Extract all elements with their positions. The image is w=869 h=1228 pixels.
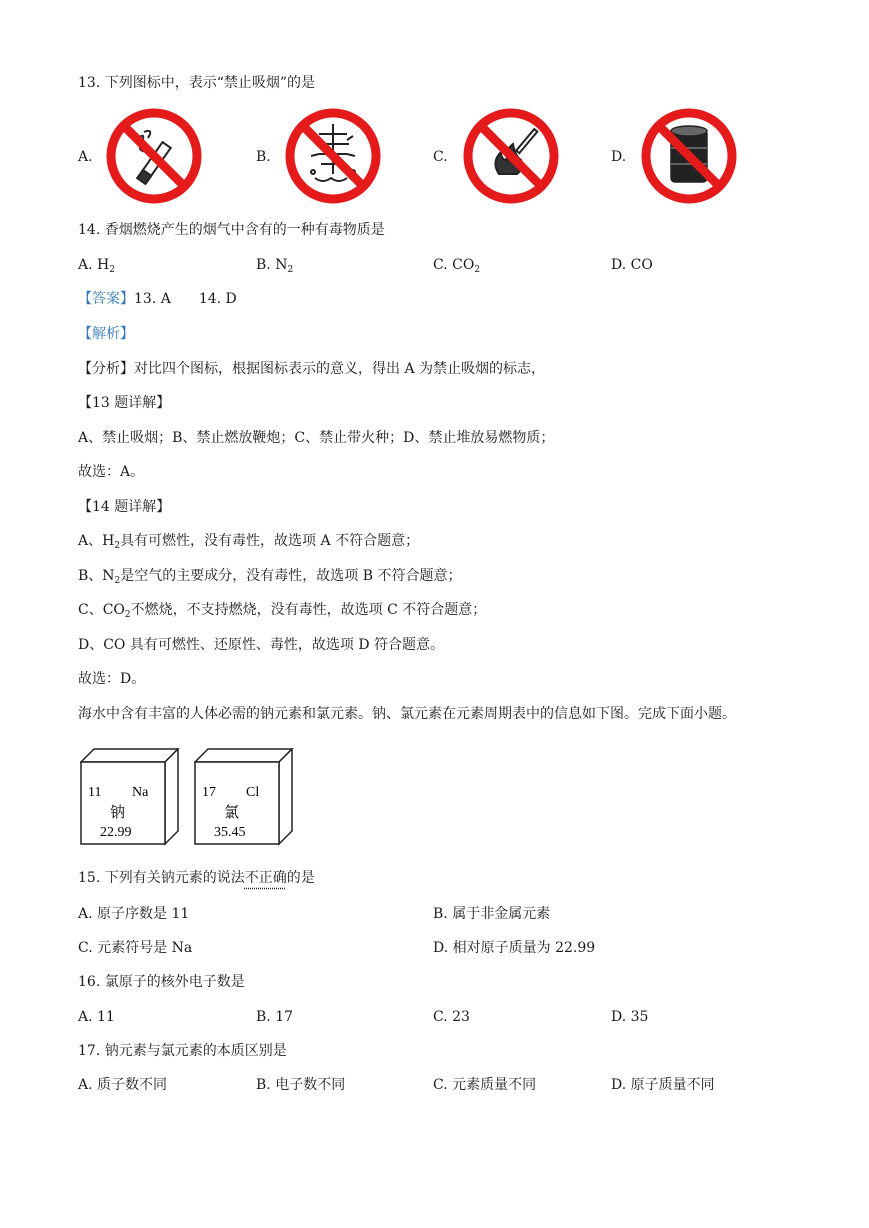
chlorine-mass: 35.45: [214, 825, 246, 840]
q13-stem: 13. 下列图标中，表示“禁止吸烟”的是: [78, 75, 316, 91]
q14-detail-d: D、CO 具有可燃性、还原性、毒性，故选项 D 符合题意。: [78, 637, 444, 653]
q15-stem: 15. 下列有关钠元素的说法不正确的是: [78, 870, 315, 886]
q14-detail-heading: 【14 题详解】: [78, 499, 171, 515]
answer-label: 【答案】: [78, 291, 134, 307]
sodium-number: 11: [88, 785, 102, 800]
q15-option-a: A. 原子序数是 11: [78, 906, 190, 922]
q14-option-b: B. $N_2$: [256, 257, 294, 275]
no-firecrackers-icon: [283, 106, 383, 206]
q15-option-c: C. 元素符号是 Na: [78, 940, 193, 956]
q16-option-a: A. 11: [78, 1009, 115, 1025]
sodium-symbol: Na: [132, 785, 149, 800]
emphasis-not-correct: 不正确: [244, 870, 287, 886]
q14-option-a: A. $H_2$: [78, 257, 115, 275]
q13-detail-text: A、禁止吸烟；B、禁止燃放鞭炮；C、禁止带火种；D、禁止堆放易燃物质；: [78, 430, 555, 446]
q14-detail-a: A、$H_2$具有可燃性，没有毒性，故选项 A 不符合题意；: [78, 533, 420, 551]
q14-conclusion: 故选：D。: [78, 671, 146, 687]
q15-option-b: B. 属于非金属元素: [433, 906, 551, 922]
q14-stem: 14. 香烟燃烧产生的烟气中含有的一种有毒物质是: [78, 222, 385, 238]
q17-option-b: B. 电子数不同: [256, 1077, 346, 1093]
element-card-chlorine: [194, 748, 296, 846]
no-open-flame-icon: [461, 106, 561, 206]
q15-option-d: D. 相对原子质量为 22.99: [433, 940, 596, 956]
chlorine-symbol: Cl: [246, 785, 260, 800]
passage-intro: 海水中含有丰富的人体必需的钠元素和氯元素。钠、氯元素在元素周期表中的信息如下图。完成下面小题。: [78, 706, 736, 722]
q17-option-a: A. 质子数不同: [78, 1077, 168, 1093]
q13-option-d-label: D.: [611, 149, 627, 165]
no-smoking-icon: [104, 106, 204, 206]
q14-detail-b: B、$N_2$是空气的主要成分，没有毒性，故选项 B 不符合题意；: [78, 568, 462, 586]
q17-stem: 17. 钠元素与氯元素的本质区别是: [78, 1043, 287, 1059]
q14-option-d: D. CO: [611, 257, 653, 273]
chlorine-number: 17: [202, 785, 216, 800]
q13-option-b-label: B.: [256, 149, 271, 165]
q17-option-c: C. 元素质量不同: [433, 1077, 537, 1093]
no-flammable-storage-icon: [639, 106, 739, 206]
q13-conclusion: 故选：A。: [78, 464, 145, 480]
sodium-name: 钠: [110, 803, 126, 821]
q14-detail-c: C、$CO_2$不燃烧，不支持燃烧，没有毒性，故选项 C 不符合题意；: [78, 602, 487, 620]
q16-option-d: D. 35: [611, 1009, 649, 1025]
analysis-label: 【解析】: [78, 326, 134, 342]
chlorine-name: 氯: [224, 803, 240, 821]
q13-option-c-label: C.: [433, 149, 448, 165]
q17-option-d: D. 原子质量不同: [611, 1077, 715, 1093]
q13-option-a-label: A.: [78, 149, 93, 165]
q13-detail-heading: 【13 题详解】: [78, 395, 171, 411]
element-card-sodium: [80, 748, 182, 846]
q16-option-b: B. 17: [256, 1009, 294, 1025]
sodium-mass: 22.99: [100, 825, 132, 840]
analysis-fenxi: 【分析】对比四个图标，根据图标表示的意义，得出 A 为禁止吸烟的标志，: [78, 361, 546, 377]
q16-stem: 16. 氯原子的核外电子数是: [78, 974, 245, 990]
q16-option-c: C. 23: [433, 1009, 470, 1025]
answer-line: 【答案】13. A 14. D: [78, 291, 237, 307]
q14-option-c: C. $CO_2$: [433, 257, 481, 275]
